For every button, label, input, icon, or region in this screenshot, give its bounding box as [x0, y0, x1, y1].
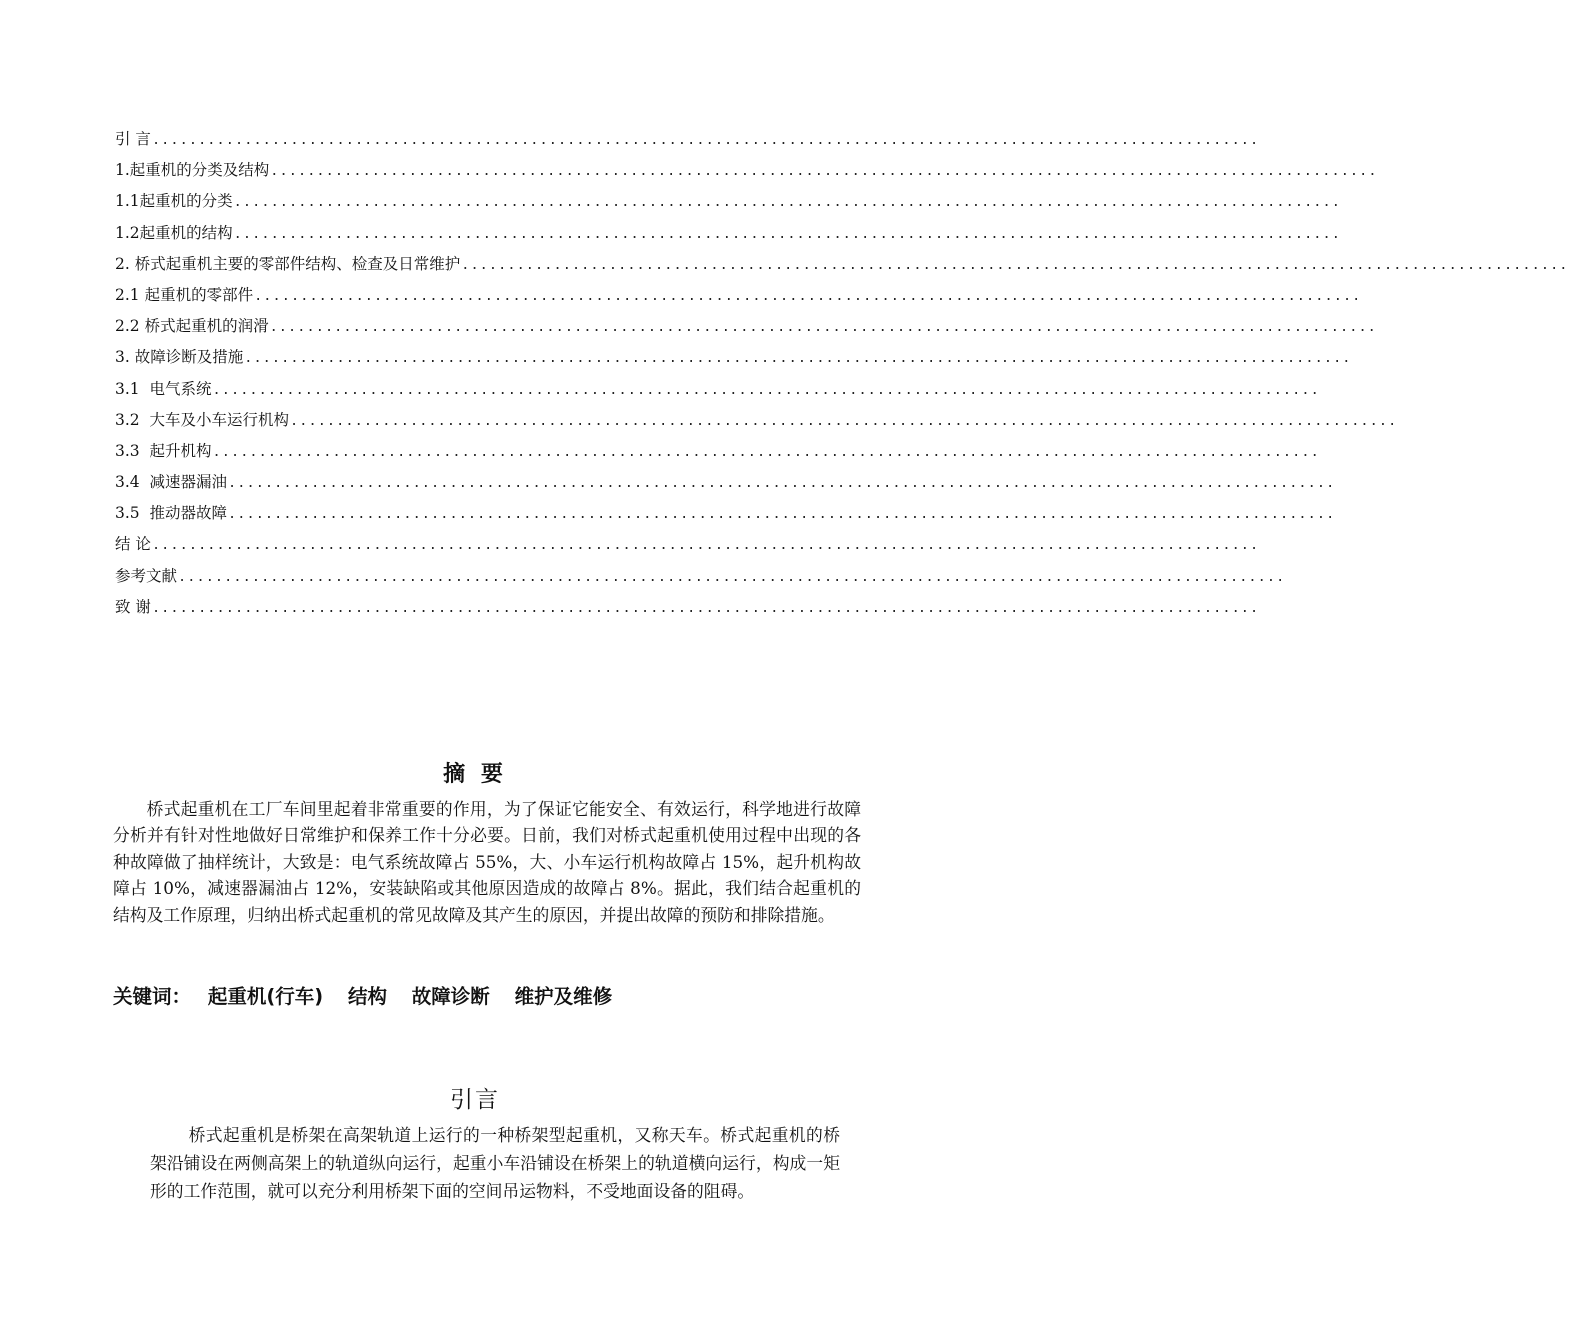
toc-dot-leader: ........................................................................................................................ [254, 287, 1362, 304]
toc-dot-leader: ........................................................................................................................ [270, 163, 1378, 180]
toc-entry[interactable] [115, 561, 1286, 592]
toc-entry-label: 引 言 [115, 130, 151, 148]
toc-entry-label: 结 论 [115, 535, 151, 554]
toc-dot-leader: ........................................................................................................................ [228, 475, 1336, 492]
toc-dot-leader: ........................................................................................................................ [244, 350, 1352, 367]
toc-entry-label: 3. 故障诊断及措施 [115, 348, 244, 367]
introduction-title: 引言 [450, 1087, 500, 1113]
abstract-body: 桥式起重机在工厂车间里起着非常重要的作用，为了保证它能安全、有效运行，科学地进行故障分析并有针对性地做好日常维护和保养工作十分必要。日前，我们对桥式起重机使用过程中出现的各种故障做了抽样统计，大致是：电气系统故障占 55%，大、小车运行机构故障占 15%，起升机构故障占 10%，减速器漏油占 12%，安装缺陷或其他原因造成的故障占 8%。据此，我们结合起重机的结构及工作原理，归纳出桥式起重机的常见故障及其产生的原因，并提出故障的预防和排除措施。 [113, 799, 861, 925]
toc-entry-label: 2.1 起重机的零部件 [115, 285, 254, 304]
toc-entry[interactable] [115, 405, 1398, 436]
toc-entry[interactable] [115, 374, 1320, 405]
toc-entry-label: 2.2 桥式起重机的润滑 [115, 317, 269, 336]
toc-entry[interactable] [115, 467, 1336, 498]
toc-entry[interactable] [115, 342, 1352, 373]
toc-dot-leader: ........................................................................................................................ [178, 568, 1286, 585]
toc-dot-leader: ........................................................................................................................ [228, 506, 1336, 523]
toc-dot-leader: ........................................................................................................................ [290, 412, 1398, 429]
toc-dot-leader: ........................................................................................................................ [269, 319, 1377, 336]
toc-entry[interactable] [115, 280, 1362, 311]
toc-entry-label: 3.4 减速器漏油 [115, 473, 228, 492]
keywords-line [113, 981, 630, 1009]
toc-entry-label: 1.起重机的分类及结构 [115, 161, 270, 180]
keyword: 故障诊断 [411, 985, 490, 1008]
toc-entry[interactable] [115, 436, 1320, 467]
toc-entry[interactable] [115, 124, 1260, 155]
toc-dot-leader: ........................................................................................................................ [233, 194, 1341, 211]
keyword: 结构 [347, 985, 387, 1008]
toc-entry-label: 1.2起重机的结构 [115, 223, 233, 242]
toc-entry[interactable] [115, 311, 1377, 342]
toc-entry[interactable] [115, 592, 1260, 623]
toc-dot-leader: ........................................................................................................................ [461, 256, 1569, 273]
toc-entry-label: 3.3 起升机构 [115, 441, 212, 460]
toc-dot-leader: ........................................................................................................................ [233, 225, 1341, 242]
toc-entry[interactable] [115, 186, 1341, 217]
toc-entry[interactable] [115, 218, 1341, 249]
toc-dot-leader: ........................................................................................................................ [151, 599, 1260, 616]
toc-dot-leader: ........................................................................................................................ [151, 537, 1260, 554]
keyword: 起重机(行车) [207, 985, 324, 1008]
toc-entry-label: 1.1起重机的分类 [115, 192, 233, 211]
toc-entry[interactable] [115, 498, 1336, 529]
toc-entry-label: 致 谢 [115, 597, 151, 616]
toc-entry[interactable] [115, 249, 1569, 280]
toc-dot-leader: ........................................................................................................................ [151, 132, 1260, 148]
toc-entry-label: 3.1 电气系统 [115, 379, 212, 398]
table-of-contents [115, 124, 1569, 623]
toc-entry-label: 3.5 推动器故障 [115, 504, 228, 523]
abstract-title: 摘 要 [443, 762, 507, 787]
introduction-body: 桥式起重机是桥架在高架轨道上运行的一种桥架型起重机，又称天车。桥式起重机的桥架沿铺设在两侧高架上的轨道纵向运行，起重小车沿铺设在桥架上的轨道横向运行，构成一矩形的工作范围，就可以充分利用桥架下面的空间吊运物料，不受地面设备的阻碍。 [150, 1125, 840, 1201]
toc-entry-label: 参考文献 [115, 566, 178, 585]
toc-entry[interactable] [115, 529, 1260, 560]
toc-entry-label: 2. 桥式起重机主要的零部件结构、检查及日常维护 [115, 254, 461, 273]
keyword: 维护及维修 [514, 985, 613, 1008]
toc-dot-leader: ........................................................................................................................ [212, 381, 1320, 398]
keywords-label: 关键词： [113, 985, 192, 1008]
toc-entry[interactable] [115, 155, 1378, 186]
toc-entry-label: 3.2 大车及小车运行机构 [115, 410, 290, 429]
toc-dot-leader: ........................................................................................................................ [212, 443, 1320, 460]
